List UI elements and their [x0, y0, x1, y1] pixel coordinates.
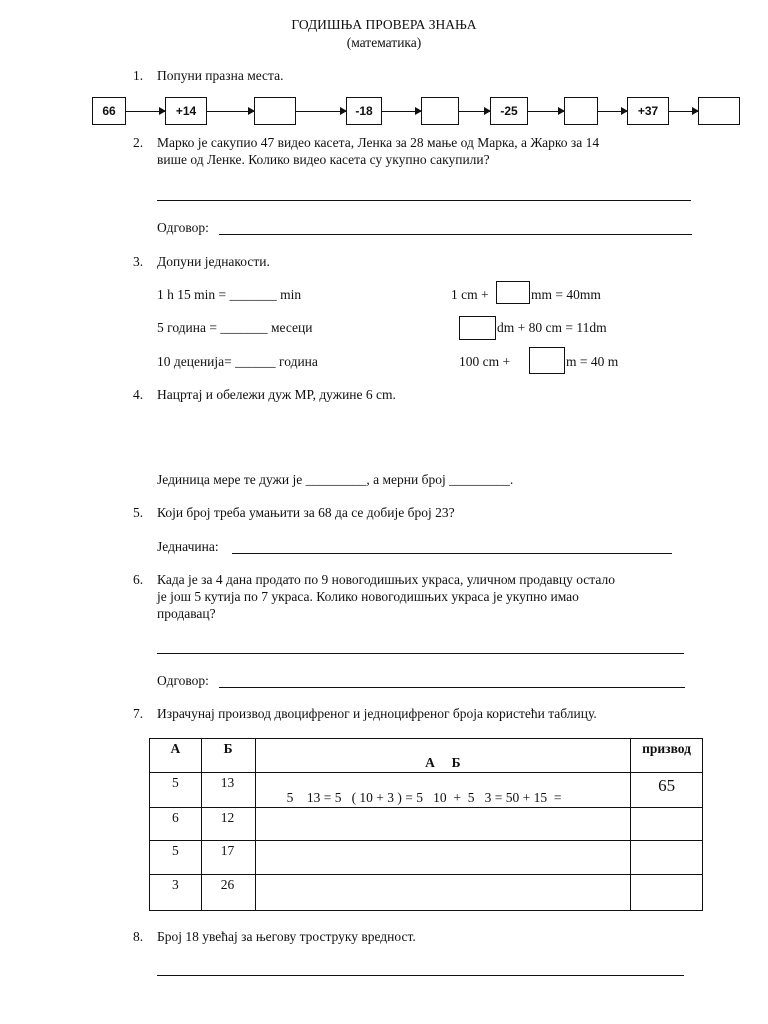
equation-left	[157, 320, 312, 336]
cell-a: 6	[150, 808, 202, 841]
header-b: Б	[201, 739, 255, 773]
cell-b: 13	[201, 773, 255, 808]
question-text-line: више од Ленке. Колико видео касета су укупно сакупили?	[157, 152, 490, 167]
header-formula: А Б	[255, 739, 631, 773]
question-text: Попуни празна места.	[157, 68, 284, 83]
cell-a: 5	[150, 841, 202, 875]
equation-left	[157, 287, 301, 303]
cell-a: 5	[150, 773, 202, 808]
cell-product: 65	[631, 773, 703, 808]
answer-line[interactable]	[219, 687, 685, 688]
arrow-right-icon	[296, 111, 346, 112]
question-number: 6.	[133, 572, 144, 587]
chain-answer-box[interactable]	[698, 97, 740, 125]
question-text: Нацртај и обележи дуж MP, дужине 6 cm.	[157, 387, 396, 402]
question-number: 5.	[133, 505, 144, 520]
calculation-cell[interactable]	[255, 808, 631, 841]
answer-line[interactable]	[232, 553, 672, 554]
page-subtitle: (математика)	[346, 35, 422, 50]
arrow-right-icon	[126, 111, 165, 112]
chain-operation: -25	[490, 97, 528, 125]
answer-line[interactable]	[219, 234, 692, 235]
blank-field[interactable]: _______	[220, 320, 268, 335]
equation-right-b: m = 40 m	[566, 354, 619, 369]
table-row	[150, 808, 703, 841]
arrow-right-icon	[598, 111, 627, 112]
cell-a: 3	[150, 875, 202, 911]
question-number: 4.	[133, 387, 144, 402]
question-number: 1.	[133, 68, 144, 83]
question-text-line: је још 5 кутија по 7 украса. Колико новогодишњих украса је укупно имао	[157, 589, 579, 604]
cell-product[interactable]	[631, 808, 703, 841]
cell-b: 17	[201, 841, 255, 875]
question-text: Број 18 увећај за његову троструку вредност.	[157, 929, 416, 944]
example-calculation: 5 13 = 5 ( 10 + 3 ) = 5 10 + 5 3 = 50 + 15 =	[255, 773, 631, 808]
answer-line[interactable]	[157, 200, 691, 201]
question-text-line: Када је за 4 дана продато по 9 новогодишњих украса, уличном продавцу остало	[157, 572, 615, 587]
equation-part: 5 година =	[157, 320, 221, 335]
answer-line[interactable]	[157, 653, 684, 654]
equation-label: Једначина:	[157, 539, 219, 554]
cell-product[interactable]	[631, 875, 703, 911]
answer-label: Одговор:	[157, 220, 209, 235]
arrow-right-icon	[459, 111, 490, 112]
equation-left	[157, 354, 318, 370]
equation-part: 1 h 15 min =	[157, 287, 230, 302]
question-number: 2.	[133, 135, 144, 150]
table-row	[150, 773, 703, 808]
chain-answer-box[interactable]	[254, 97, 296, 125]
blank-field[interactable]: _______	[229, 287, 277, 302]
chain-box-start: 66	[92, 97, 126, 125]
chain-operation: +14	[165, 97, 207, 125]
arrow-right-icon	[669, 111, 698, 112]
table-row	[150, 841, 703, 875]
calculation-cell[interactable]	[255, 841, 631, 875]
cell-product[interactable]	[631, 841, 703, 875]
equation-answer-box[interactable]	[459, 316, 496, 340]
calculation-cell[interactable]	[255, 875, 631, 911]
blank-field[interactable]: ______	[235, 354, 276, 369]
equation-part: година	[275, 354, 318, 369]
question-text-line: Марко је сакупио 47 видео касета, Ленка за 28 мање од Марка, а Жарко за 14	[157, 135, 600, 150]
question-number: 8.	[133, 929, 144, 944]
question-number: 3.	[133, 254, 144, 269]
header-product: призвод	[631, 739, 703, 773]
equation-answer-box[interactable]	[529, 347, 565, 374]
equation-right-b: dm + 80 cm = 11dm	[497, 320, 607, 335]
arrow-right-icon	[528, 111, 564, 112]
answer-label: Одговор:	[157, 673, 209, 688]
cell-b: 12	[201, 808, 255, 841]
chain-operation: -18	[346, 97, 382, 125]
cell-b: 26	[201, 875, 255, 911]
question-text: Израчунај производ двоцифреног и једноцифреног броја користећи таблицу.	[157, 706, 597, 721]
equation-part: месеци	[267, 320, 313, 335]
question-number: 7.	[133, 706, 144, 721]
equation-right-a: 1 cm +	[451, 287, 489, 302]
question-text: Који број треба умањити за 68 да се добије број 23?	[157, 505, 455, 520]
arrow-right-icon	[382, 111, 421, 112]
equation-part: 10 деценија=	[157, 354, 236, 369]
product-table	[149, 738, 703, 911]
chain-answer-box[interactable]	[421, 97, 459, 125]
chain-operation: +37	[627, 97, 669, 125]
equation-right-b: mm = 40mm	[531, 287, 601, 302]
equation-answer-box[interactable]	[496, 281, 530, 304]
chain-answer-box[interactable]	[564, 97, 598, 125]
table-row	[150, 875, 703, 911]
question-text-line: продавац?	[157, 606, 216, 621]
header-a: А	[150, 739, 202, 773]
equation-right-a: 100 cm +	[459, 354, 511, 369]
answer-line[interactable]	[157, 975, 684, 976]
arrow-right-icon	[207, 111, 254, 112]
page-title: ГОДИШЊА ПРОВЕРА ЗНАЊА	[291, 17, 477, 32]
equation-part: min	[276, 287, 302, 302]
question-subtext: Јединица мере те дужи је _________, а мерни број _________.	[157, 472, 514, 487]
question-text: Допуни једнакости.	[157, 254, 270, 269]
